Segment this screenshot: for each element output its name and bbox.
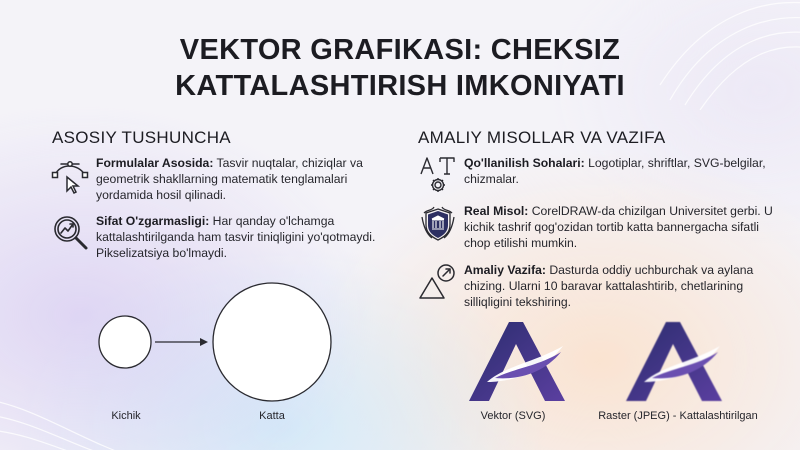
- info-item-quality-label: Sifat O'zgarmasligi:: [96, 214, 210, 228]
- university-crest-icon: [418, 203, 458, 243]
- font-gear-icon: [418, 155, 458, 195]
- info-item-formulas-label: Formulalar Asosida:: [96, 156, 214, 170]
- info-item-example-desc: CorelDRAW-da chizilgan Universitet gerbi. U kichik tashrif qog'ozidan tortib katta bannergacha sifatli chop etilishi mumkin.: [464, 204, 773, 250]
- raster-logo-caption: Raster (JPEG) - Kattalashtirilgan: [598, 410, 758, 422]
- page-title-line-1: VEKTOR GRAFIKASI: CHEKSIZ: [179, 34, 621, 66]
- scale-arrow-head: [200, 338, 208, 346]
- info-item-usage-text: [464, 155, 773, 187]
- info-item-usage-desc: Logotiplar, shriftlar, SVG-belgilar, chizmalar.: [464, 156, 766, 186]
- info-item-task: [418, 262, 773, 310]
- page-title-line-2: KATTALASHTIRISH IMKONIYATI: [175, 70, 625, 102]
- info-item-quality-desc: Har qanday o'lchamga kattalashtirilganda ham tasvir tiniqligini yo'qotmaydi. Pikselizatsiya bo'lmaydi.: [96, 214, 376, 260]
- info-item-usage-label: Qo'llanilish Sohalari:: [464, 156, 585, 170]
- vector-logo: [465, 316, 570, 404]
- large-circle-label: Katta: [259, 410, 285, 422]
- small-circle-label: Kichik: [111, 410, 141, 422]
- small-circle: [99, 316, 151, 368]
- section-heading-right: AMALIY MISOLLAR VA VAZIFA: [418, 128, 666, 147]
- info-item-task-label: Amaliy Vazifa:: [464, 263, 546, 277]
- vector-logo-caption: Vektor (SVG): [480, 410, 546, 422]
- info-item-example-text: [464, 203, 773, 251]
- info-item-formulas-desc: Tasvir nuqtalar, chiziqlar va geometrik shakllarning matematik tenglamalari yordamida hosil qilinadi.: [96, 156, 363, 202]
- info-item-usage: [418, 155, 773, 195]
- section-heading-left: ASOSIY TUSHUNCHA: [52, 128, 231, 147]
- raster-logo: [622, 316, 727, 404]
- triangle-circle-icon: [418, 262, 458, 302]
- vector-logo-graphic: [465, 316, 570, 404]
- raster-logo-graphic: [622, 316, 727, 404]
- info-item-task-desc: Dasturda oddiy uchburchak va aylana chizing. Ularni 10 baravar kattalashtirib, chetlarining silliqligini tekshiring.: [464, 263, 754, 309]
- info-item-example: [418, 203, 773, 251]
- large-circle: [213, 283, 331, 401]
- info-item-example-label: Real Misol:: [464, 204, 529, 218]
- info-item-task-text: [464, 262, 773, 310]
